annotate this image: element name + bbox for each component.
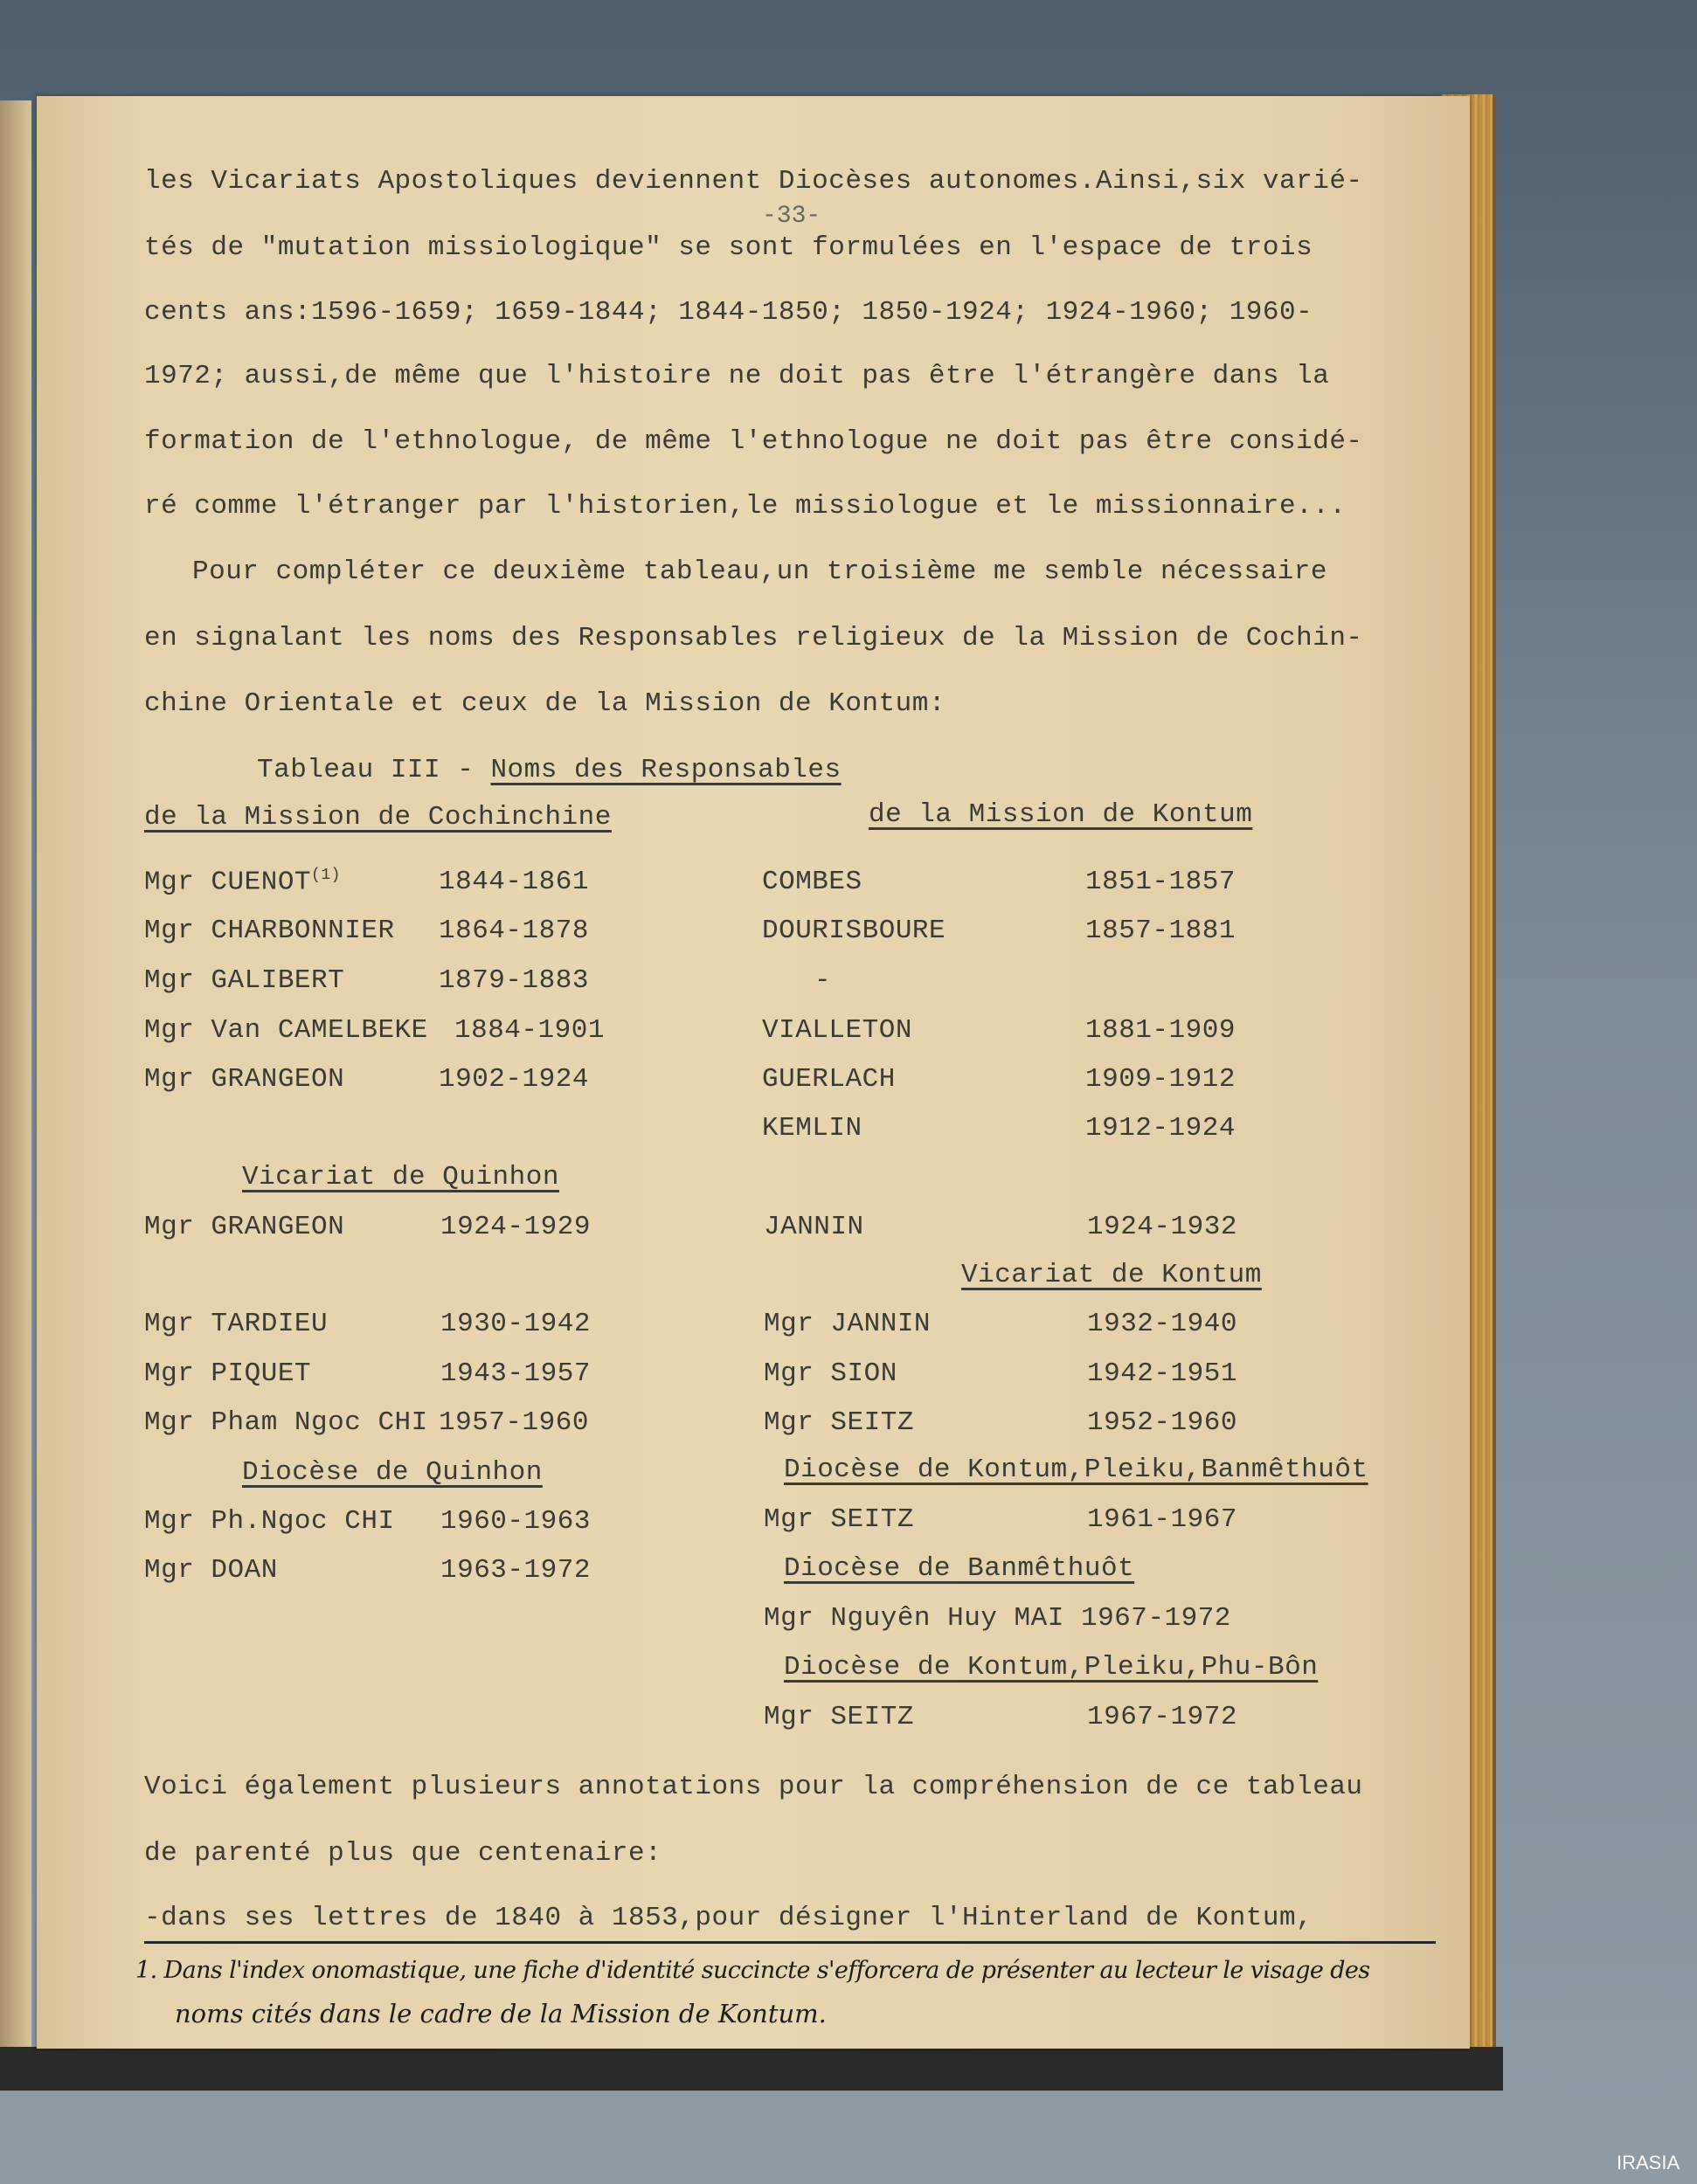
body-line: Pour compléter ce deuxième tableau,un troisième me semble nécessaire bbox=[192, 556, 1328, 587]
table-row: Mgr Pham Ngoc CHI bbox=[144, 1407, 428, 1438]
footnote-mark: (1) bbox=[311, 867, 341, 884]
table-title bbox=[257, 755, 842, 785]
table-row-years: 1967-1972 bbox=[1087, 1702, 1237, 1732]
table-row-years: 1960-1963 bbox=[440, 1506, 591, 1537]
table-row: KEMLIN bbox=[762, 1113, 862, 1144]
body-line: Voici également plusieurs annotations pour la compréhension de ce tableau bbox=[144, 1772, 1363, 1802]
left-column-header: de la Mission de Cochinchine bbox=[144, 802, 612, 833]
table-row-years: 1924-1932 bbox=[1087, 1212, 1237, 1242]
table-row: Mgr CUENOT$^{(1)}$ bbox=[144, 867, 341, 898]
table-row: GUERLACH bbox=[762, 1064, 896, 1095]
table-row-years: 1932-1940 bbox=[1087, 1309, 1237, 1339]
table-row: JANNIN bbox=[764, 1212, 864, 1242]
table-row: VIALLETON bbox=[762, 1015, 912, 1046]
table-row: Mgr GALIBERT bbox=[144, 965, 345, 996]
table-row-years: 1930-1942 bbox=[440, 1309, 591, 1339]
table-row-years: 1881-1909 bbox=[1085, 1015, 1236, 1046]
table-row: Mgr SION bbox=[764, 1358, 897, 1389]
table-row-years: 1952-1960 bbox=[1087, 1407, 1237, 1438]
table-row: Mgr SEITZ bbox=[764, 1407, 914, 1438]
facing-page-edge bbox=[0, 100, 31, 2049]
table-row: DOURISBOURE bbox=[762, 916, 946, 946]
body-line: les Vicariats Apostoliques deviennent Diocèses autonomes.Ainsi,six varié- bbox=[144, 166, 1363, 197]
table-row: Mgr SEITZ bbox=[764, 1702, 914, 1732]
section-heading: Diocèse de Kontum,Pleiku,Phu-Bôn bbox=[784, 1652, 1319, 1683]
section-heading: Diocèse de Banmêthuôt bbox=[784, 1553, 1135, 1584]
body-line: chine Orientale et ceux de la Mission de Kontum: bbox=[144, 688, 945, 719]
body-line: -dans ses lettres de 1840 à 1853,pour désigner l'Hinterland de Kontum, bbox=[144, 1903, 1313, 1933]
section-heading: Diocèse de Quinhon bbox=[242, 1457, 543, 1488]
table-row-years: 1879-1883 bbox=[439, 965, 589, 996]
table-row-years: 1963-1972 bbox=[440, 1555, 591, 1586]
table-row-years: 1924-1929 bbox=[440, 1212, 591, 1242]
table-row: Mgr DOAN bbox=[144, 1555, 278, 1586]
handwritten-footnote: 1. Dans l'index onomastique, une fiche d'identité succincte s'efforcera de présenter au lecteur le visage des bbox=[135, 1957, 1370, 1984]
table-row: Mgr CHARBONNIER bbox=[144, 916, 395, 946]
table-row: Mgr SEITZ bbox=[764, 1504, 914, 1535]
body-line: cents ans:1596-1659; 1659-1844; 1844-1850; 1850-1924; 1924-1960; 1960- bbox=[144, 297, 1313, 328]
table-row: Mgr Nguyên Huy MAI 1967-1972 bbox=[764, 1603, 1231, 1634]
table-row-dash: - bbox=[814, 965, 832, 996]
table-row: Mgr GRANGEON bbox=[144, 1212, 345, 1242]
table-row-years: 1884-1901 bbox=[454, 1015, 605, 1046]
table-row: Mgr GRANGEON bbox=[144, 1064, 345, 1095]
document-page bbox=[37, 96, 1470, 2049]
table-row-years: 1857-1881 bbox=[1085, 916, 1236, 946]
table-row-years: 1864-1878 bbox=[439, 916, 589, 946]
page-number: -33- bbox=[762, 203, 821, 230]
table-row-years: 1961-1967 bbox=[1087, 1504, 1237, 1535]
table-row: Mgr JANNIN bbox=[764, 1309, 932, 1339]
table-row: Mgr TARDIEU bbox=[144, 1309, 329, 1339]
table-row-years: 1851-1857 bbox=[1085, 867, 1236, 897]
table-row-years: 1844-1861 bbox=[439, 867, 589, 897]
table-row: Mgr PIQUET bbox=[144, 1358, 312, 1389]
body-line: en signalant les noms des Responsables religieux de la Mission de Cochin- bbox=[144, 623, 1363, 653]
table-row: COMBES bbox=[762, 867, 862, 897]
table-row: Mgr Ph.Ngoc CHI bbox=[144, 1506, 395, 1537]
table-title-underlined: Noms des Responsables bbox=[490, 755, 842, 785]
watermark: IRASIA bbox=[1617, 2152, 1680, 2174]
body-line: ré comme l'étranger par l'historien,le missiologue et le missionnaire... bbox=[144, 491, 1347, 522]
body-line: formation de l'ethnologue, de même l'ethnologue ne doit pas être considé- bbox=[144, 426, 1363, 457]
section-heading: Vicariat de Kontum bbox=[961, 1260, 1262, 1290]
table-row-years: 1902-1924 bbox=[439, 1064, 589, 1095]
table-title-prefix: Tableau III - bbox=[257, 755, 491, 785]
section-heading: Diocèse de Kontum,Pleiku,Banmêthuôt bbox=[784, 1455, 1368, 1485]
handwritten-footnote: noms cités dans le cadre de la Mission de Kontum. bbox=[175, 1999, 827, 2028]
right-column-header: de la Mission de Kontum bbox=[869, 799, 1253, 830]
table-row-years: 1912-1924 bbox=[1085, 1113, 1236, 1144]
table-row: Mgr Van CAMELBEKE bbox=[144, 1015, 428, 1046]
table-row-years: 1957-1960 bbox=[439, 1407, 589, 1438]
page-shadow bbox=[0, 2047, 1503, 2091]
section-heading: Vicariat de Quinhon bbox=[242, 1162, 559, 1192]
table-row-years: 1909-1912 bbox=[1085, 1064, 1236, 1095]
body-line: 1972; aussi,de même que l'histoire ne doit pas être l'étrangère dans la bbox=[144, 361, 1330, 391]
table-row-years: 1943-1957 bbox=[440, 1358, 591, 1389]
body-line: de parenté plus que centenaire: bbox=[144, 1838, 662, 1869]
table-row-years: 1942-1951 bbox=[1087, 1358, 1237, 1389]
footnote-rule bbox=[144, 1941, 1436, 1944]
body-line: tés de "mutation missiologique" se sont formulées en l'espace de trois bbox=[144, 232, 1313, 263]
